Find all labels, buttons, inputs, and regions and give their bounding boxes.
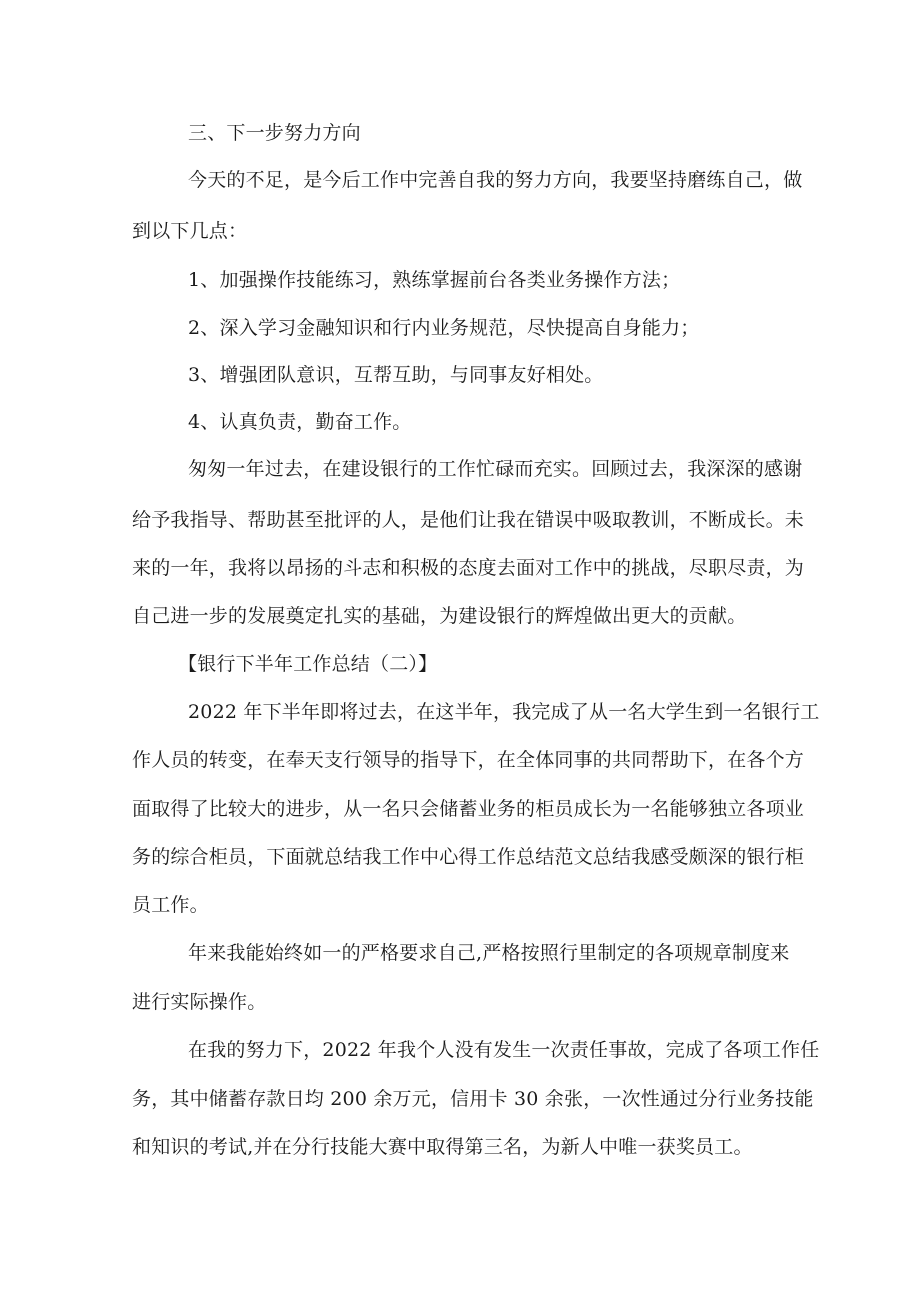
paragraph-line: 来的一年，我将以昂扬的斗志和积极的态度去面对工作中的挑战，尽职尽责，为	[132, 557, 805, 579]
paragraph-line: 在我的努力下，2022 年我个人没有发生一次责任事故，完成了各项工作任	[188, 1039, 820, 1061]
paragraph-line: 自己进一步的发展奠定扎实的基础，为建设银行的辉煌做出更大的贡献。	[132, 605, 747, 627]
paragraph-line: 作人员的转变，在奉天支行领导的指导下，在全体同事的共同帮助下，在各个方	[132, 749, 805, 771]
paragraph-line: 进行实际操作。	[132, 991, 267, 1013]
paragraph-line: 面取得了比较大的进步，从一名只会储蓄业务的柜员成长为一名能够独立各项业	[132, 798, 805, 820]
section-heading: 三、下一步努力方向	[188, 122, 361, 144]
paragraph-line: 务的综合柜员，下面就总结我工作中心得工作总结范文总结我感受颇深的银行柜	[132, 846, 805, 868]
paragraph-line: 匆匆一年过去，在建设银行的工作忙碌而充实。回顾过去，我深深的感谢	[188, 458, 803, 480]
paragraph-line: 到以下几点：	[132, 220, 248, 242]
list-item: 2、深入学习金融知识和行内业务规范，尽快提高自身能力；	[188, 317, 700, 339]
paragraph-line: 给予我指导、帮助甚至批评的人，是他们让我在错误中吸取教训，不断成长。未	[132, 509, 805, 531]
section-subtitle: 【银行下半年工作总结（二）】	[178, 653, 438, 675]
list-item: 3、增强团队意识，互帮互助，与同事友好相处。	[188, 364, 604, 386]
paragraph-line: 务，其中储蓄存款日均 200 余万元，信用卡 30 余张，一次性通过分行业务技能	[132, 1088, 814, 1110]
paragraph-line: 年来我能始终如一的严格要求自己,严格按照行里制定的各项规章制度来	[188, 942, 790, 964]
paragraph-line: 员工作。	[132, 894, 209, 916]
paragraph-line: 和知识的考试,并在分行技能大赛中取得第三名，为新人中唯一获奖员工。	[132, 1136, 753, 1158]
paragraph-line: 今天的不足，是今后工作中完善自我的努力方向，我要坚持磨练自己，做	[188, 169, 803, 191]
list-item: 4、认真负责，勤奋工作。	[188, 411, 412, 433]
list-item: 1、加强操作技能练习，熟练掌握前台各类业务操作方法；	[188, 269, 681, 291]
paragraph-line: 2022 年下半年即将过去，在这半年，我完成了从一名大学生到一名银行工	[188, 701, 820, 723]
